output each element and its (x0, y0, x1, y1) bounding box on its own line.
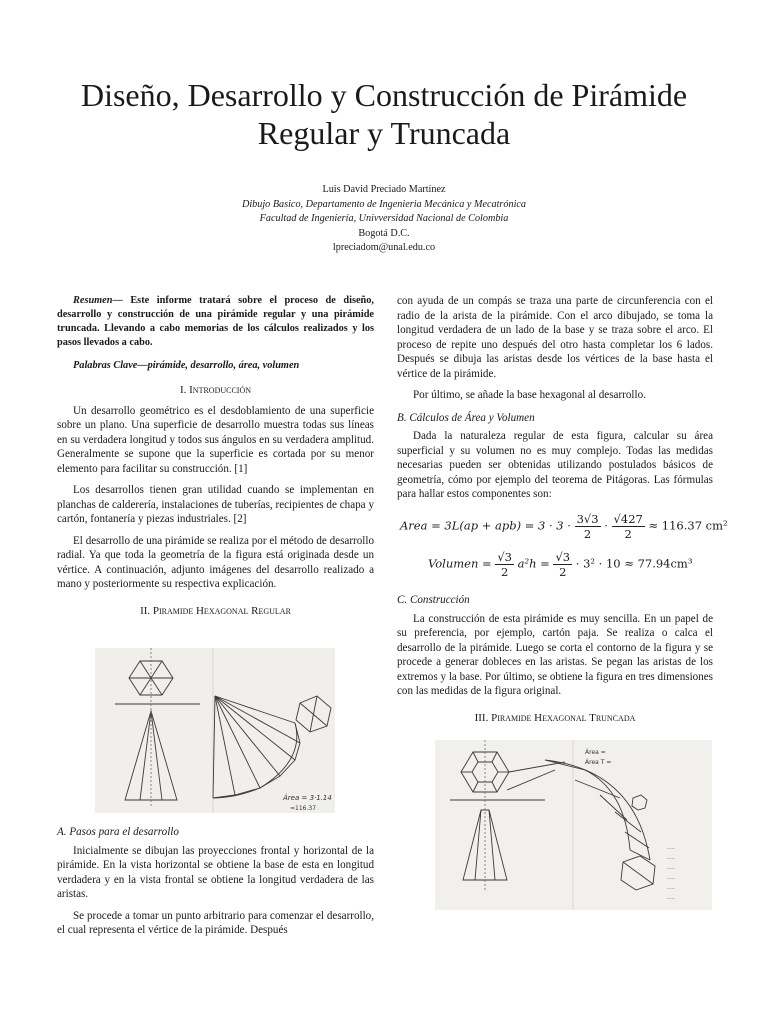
figure-regular-pyramid (95, 648, 335, 813)
svg-text:·····: ····· (667, 846, 675, 852)
vol-fraction-2 (553, 550, 572, 579)
svg-text:·····: ····· (667, 896, 675, 902)
right-column-lower (397, 586, 713, 731)
author-name: Luis David Preciado Martínez (322, 184, 446, 195)
area-result: ≈ 116.37 cm² (648, 518, 728, 533)
author-block (100, 183, 668, 256)
truncated-pyramid-drawing (435, 740, 712, 910)
area-equation (400, 512, 728, 541)
vol-frac2-num: √3 (555, 550, 571, 564)
svg-text:·····: ····· (667, 886, 675, 892)
figure-truncated-pyramid (435, 740, 712, 910)
volume-equation (428, 550, 692, 579)
vol-fraction-1 (495, 550, 514, 579)
subsection-a-title: A. Pasos para el desarrollo (57, 826, 179, 838)
title-line-2: Regular y Truncada (257, 115, 511, 151)
vol-result: · 3² · 10 ≈ 77.94cm³ (575, 556, 693, 571)
svg-text:·····: ····· (667, 876, 675, 882)
area-frac2-den: 2 (624, 527, 632, 541)
regular-pyramid-drawing (95, 648, 335, 813)
fig2-annotation: Área = (585, 749, 606, 756)
area-frac2-num: √427 (613, 512, 643, 526)
abstract (57, 294, 374, 350)
affiliation-1: Dibujo Basico, Departamento de Ingenieria Mecánica y Mecatrónica (241, 198, 527, 210)
steps-paragraph-1: Inicialmente se dibujan las proyecciones frontal y horizontal de la pirámide. En la vista horizontal se obtiene la base de esta en longitud verdadera y en la vista frontal se obtiene la longitud verdadera de las aristas. (57, 844, 374, 900)
city: Bogotá D.C. (358, 227, 410, 239)
svg-text:·····: ····· (667, 866, 675, 872)
subsection-b-title: B. Cálculos de Área y Volumen (397, 411, 535, 424)
left-column-lower (57, 818, 374, 938)
area-lhs: Area = 3L(ap + apb) = 3 · 3 · (400, 518, 571, 533)
steps-paragraph-2: Se procede a tomar un punto arbitrario para comenzar el desarrollo, el cual representa el vértice de la pirámide. Después (57, 909, 374, 936)
left-column (57, 294, 374, 624)
intro-paragraph-3: El desarrollo de una pirámide se realiza por el método de desarrollo radial. Ya que toda la geometría de la figura está originada desde un vértice. A continuación, adjunto imágenes del desarrollo realizado a mano y posteriormente su respectiva explicación. (57, 534, 374, 590)
fig1-annotation-2: ≈116.37 (290, 805, 317, 812)
steps-paragraph-3: con ayuda de un compás se traza una parte de circunferencia con el radio de la arista de la pirámide. Con el arco dibujado, se toma la longitud verdadera de un lado de la base y se traza sobre el arco. El proceso de repite uno después del otro hasta completar los 6 lados. Después se dibuja las aristas desde los vértices de la base hasta el vértice de la pirámide. (397, 295, 713, 380)
affiliation-2: Facultad de Ingeniería, Univversidad Nacional de Colombia (259, 213, 509, 225)
keywords: Palabras Clave—pirámide, desarrollo, área, volumen (73, 360, 300, 371)
subsection-c-title: C. Construcción (397, 594, 470, 606)
right-column (397, 294, 713, 502)
section-1-title: I. Introducción (179, 384, 252, 396)
abstract-text: — Este informe tratará sobre el proceso de diseño, desarrollo y construcción de una pirámide regular y una pirámide truncada. Llevando a cabo memorias de los cálculos realizados y los pasos llevados a cabo. (57, 295, 374, 348)
vol-frac1-den: 2 (500, 565, 509, 579)
construction-paragraph: La construcción de esta pirámide es muy sencilla. En un papel de su preferencia, por ejemplo, cartón paja. Se realiza o calca el desarrollo de la pirámide. Luego se corta el contorno de la figura y se procede a generar dobleces en las aristas. Se pegan las aristas de los extremos y la base. Por último, se obtiene la figura en tres dimensiones con las medidas de la figura original. (397, 612, 713, 697)
abstract-lead: Resumen (73, 295, 113, 306)
email: lpreciadom@unal.edu.co (332, 242, 436, 254)
paper-title (40, 76, 728, 152)
fig2-annotation-2: Área T = (585, 759, 612, 766)
intro-paragraph-2: Los desarrollos tienen gran utilidad cuando se implementan en planchas de calderería, instalaciones de tuberías, recipientes de chapa y cartón, fontanería y piezas industriales. [2] (57, 484, 374, 525)
area-frac1-den: 2 (583, 527, 592, 541)
svg-text:·····: ····· (667, 856, 675, 862)
calc-paragraph: Dada la naturaleza regular de esta figura, calcular su área superficial y su volumen no es muy complejo. Todas las medidas necesarias pueden ser obtenidas utilizando postulados básicos de geometría, cómo por ejemplo del teorema de Pitágoras. Las fórmulas para hallar estos componentes son: (397, 430, 713, 500)
vol-frac2-den: 2 (559, 565, 567, 579)
area-fraction-1 (575, 512, 601, 541)
section-3-title: III. Piramide Hexagonal Truncada (474, 711, 636, 724)
fig1-annotation: Área = 3·1.14 (283, 794, 332, 802)
area-fraction-2 (612, 512, 645, 541)
vol-frac1-num: √3 (497, 550, 512, 564)
area-dot: · (604, 518, 608, 533)
steps-paragraph-4: Por último, se añade la base hexagonal al desarrollo. (413, 389, 646, 401)
vol-mid: a²h = (517, 556, 550, 571)
vol-lhs: Volumen = (428, 556, 492, 571)
section-2-title: II. Piramide Hexagonal Regular (140, 604, 291, 617)
intro-paragraph-1: Un desarrollo geométrico es el desdoblamiento de una superficie sobre un plano. Una superficie de desarrollo muestra todas sus líneas en su verdadera longitud y todos sus ángulos en su verdadera amplitud. Generalmente se supone que la superficie es cortada por su menor elemento para facilitar su construcción. [1] (57, 404, 374, 475)
area-frac1-num: 3√3 (576, 512, 599, 526)
title-line-1: Diseño, Desarrollo y Construcción de Pirámide (80, 77, 688, 113)
